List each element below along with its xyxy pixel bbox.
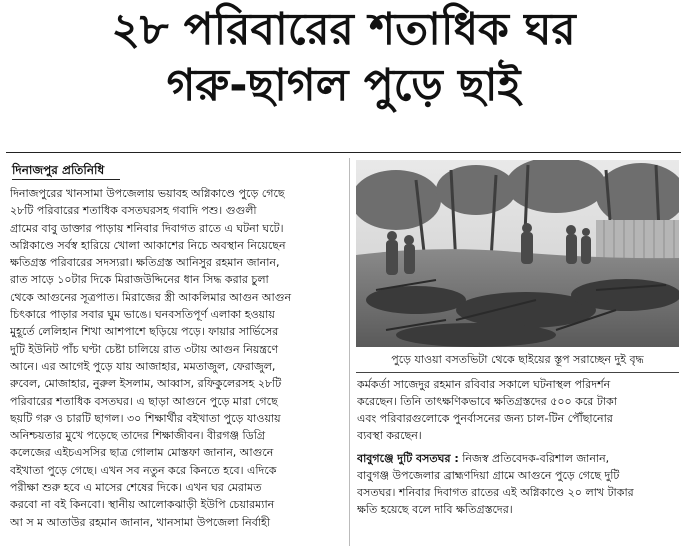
article-left-column: [10, 185, 344, 545]
right-line-3: এবং পরিবারগুলোকে পুনর্বাসনের জন্য চাল-টিন পৌঁছানোর: [357, 412, 613, 425]
burnt-homestead-photo: [356, 160, 679, 347]
byline: দিনাজপুর প্রতিনিধি: [12, 163, 105, 177]
left-line-12: রুবেল, মোজাহার, নুরুল ইসলাম, আব্বাস, রফিকুলেরসহ ২৮টি: [10, 377, 282, 391]
left-line-2: ২৮টি পরিবারের শতাধিক বসতঘরসহ গবাদি পশু। গুগুলী: [10, 204, 257, 218]
left-line-9: মুহূর্তে লেলিহান শিখা আশপাশে ছড়িয়ে পড়ে। ফায়ার সার্ভিসের: [10, 325, 279, 339]
left-line-16: কলেজের এইচএসসির ছাত্র গোলাম মোস্তফা জানান, আগুনে: [10, 446, 274, 460]
left-line-17: বইখাতা পুড়ে গেছে। এখন সব নতুন করে কিনতে হবে। এদিকে: [10, 463, 277, 477]
headline-line-1: ২৮ পরিবারের শতাধিক ঘর: [111, 4, 576, 55]
left-line-4: অগ্নিকাণ্ডে সর্বস্ব হারিয়ে খোলা আকাশের নিচে অবস্থান নিয়েছেন: [10, 238, 286, 252]
headline-rule: [6, 152, 681, 153]
right-line-8: ক্ষতি হয়েছে বলে দাবি ক্ষতিগ্রস্তদের।: [357, 503, 513, 516]
left-line-5: ক্ষতিগ্রস্ত পরিবারের সদস্যরা। ক্ষতিগ্রস্ত আনিসুর রহমান জানান,: [10, 256, 280, 270]
column-divider: [349, 158, 350, 546]
left-line-15: অনিশ্চয়তার মুখে পড়েছে তাদের শিক্ষাজীবন। বীরগঞ্জ ডিগ্রি: [10, 429, 266, 443]
article-right-column: [357, 376, 679, 546]
caption-rule: [356, 372, 679, 373]
left-line-3: গ্রামের বাবু ডাক্তার পাড়ায় শনিবার দিবাগত রাতে এ ঘটনা ঘটে।: [10, 221, 284, 235]
news-photo: [356, 160, 679, 347]
left-line-18: পরীক্ষা শুরু হবে এ মাসের শেষের দিকে। এখন ঘর মেরামত: [10, 481, 262, 495]
headline-line-2: গরু-ছাগল পুড়ে ছাই: [166, 60, 521, 111]
left-line-20: আ স ম আতাউর রহমান জানান, খানসামা উপজেলা নির্বাহী: [10, 515, 270, 529]
left-line-10: দুটি ইউনিট পাঁচ ঘণ্টা চেষ্টা চালিয়ে রাত ৩টায় আগুন নিয়ন্ত্রণে: [10, 342, 279, 356]
left-line-6: রাত সাড়ে ১০টার দিকে মিরাজউদ্দিনের ধান সিদ্ধ করার চুলা: [10, 273, 269, 287]
right-line-6: বাবুগঞ্জ উপজেলার ব্রাহ্মণদিয়া গ্রামে আগুনে পুড়ে গেছে দুটি: [357, 469, 620, 482]
subhead-rest: নিজস্ব প্রতিবেদক-বরিশাল জানান,: [458, 452, 610, 465]
subhead-babuganj: বাবুগঞ্জে দুটি বসতঘর :: [357, 452, 459, 465]
left-line-19: করবো না বই কিনবো। স্থানীয় আলোকঝাড়ী ইউপি চেয়ারম্যান: [10, 498, 275, 512]
right-line-4: ব্যবস্থা করছেন।: [357, 429, 422, 442]
right-line-1: কর্মকর্তা সাজেদুর রহমান রবিবার সকালে ঘটনাস্থল পরিদর্শন: [357, 378, 611, 391]
right-subhead-line: [357, 450, 679, 467]
byline-underline: [12, 179, 120, 180]
photo-caption: পুড়ে যাওয়া বসতভিটা থেকে ছাইয়ের স্তূপ সরাচ্ছেন দুই বৃদ্ধ: [391, 353, 644, 366]
left-line-13: পরিবারের শতাধিক বসতঘর। এ ছাড়া আগুনে পুড়ে মারা গেছে: [10, 394, 278, 408]
left-line-7: থেকে আগুনের সূত্রপাত। মিরাজের স্ত্রী আকলিমার আগুন আগুন: [10, 290, 292, 304]
right-line-7: বসতঘর। শনিবার দিবাগত রাতের এই অগ্নিকাণ্ডে ২০ লাখ টাকার: [357, 486, 634, 499]
left-line-8: চিৎকারে পাড়ার সবার ঘুম ভাঙে। ঘনবসতিপূর্ণ এলাকা হওয়ায়: [10, 308, 275, 322]
left-line-1: দিনাজপুরের খানসামা উপজেলায় ভয়াবহ অগ্নিকাণ্ডে পুড়ে গেছে: [10, 187, 285, 200]
headline: [0, 2, 687, 114]
left-line-11: আনে। এর আগেই পুড়ে যায় আজাহার, মমতাজুল, ফেরাজুল,: [10, 359, 276, 373]
right-line-2: করেছেন। তিনি তাৎক্ষণিকভাবে ক্ষতিগ্রস্তদের ৫০০ করে টাকা: [357, 395, 617, 408]
left-line-14: ছয়টি গরু ও চারটি ছাগল। ৩০ শিক্ষার্থীর বইখাতা পুড়ে যাওয়ায়: [10, 411, 281, 425]
